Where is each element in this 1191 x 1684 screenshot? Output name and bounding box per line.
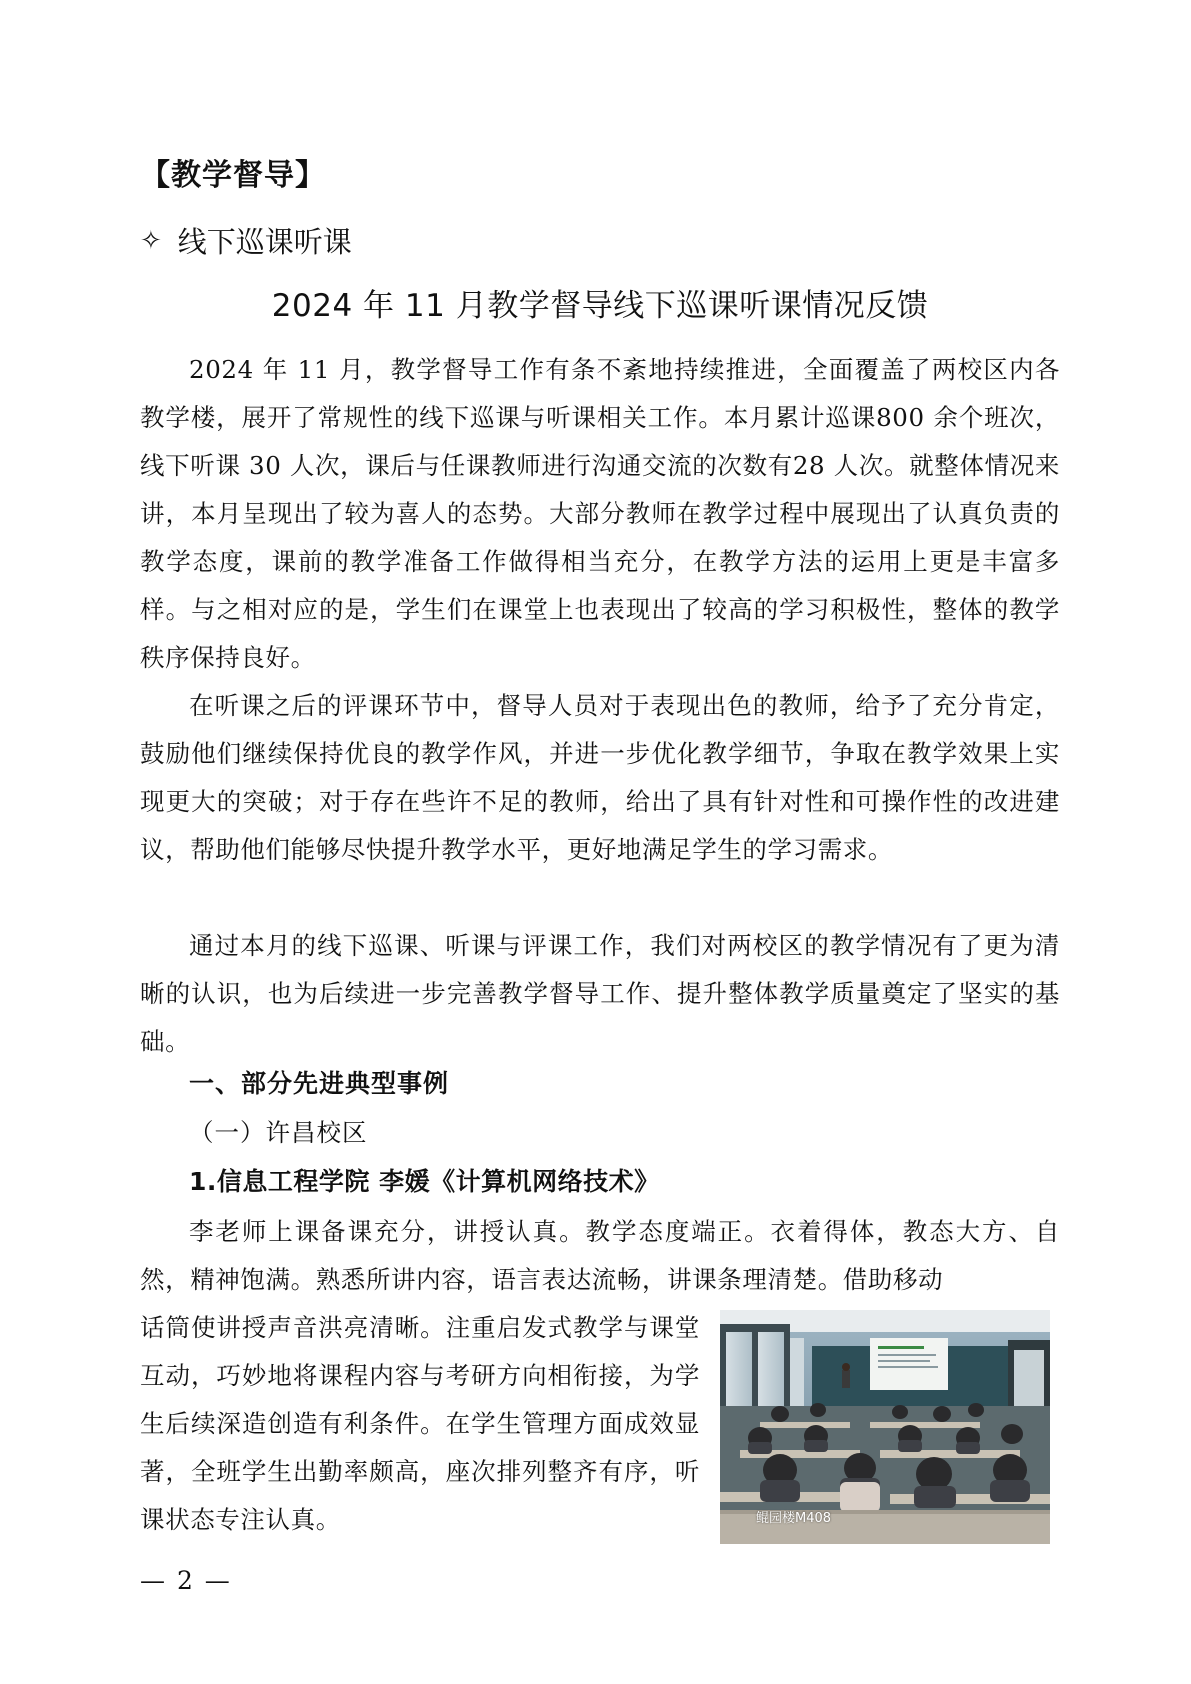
case-paragraph-intro: 李老师上课备课充分，讲授认真。教学态度端正。衣着得体，教态大方、自然，精神饱满。熟悉所讲内容，语言表达流畅，讲课条理清楚。借助移动 xyxy=(140,1217,1060,1294)
page-number: — 2 — xyxy=(140,1566,232,1595)
subsection-heading xyxy=(140,220,352,261)
classroom-photo xyxy=(720,1310,1050,1544)
subsection-title: 线下巡课听课 xyxy=(177,225,352,259)
paragraph-evaluation: 在听课之后的评课环节中，督导人员对于表现出色的教师，给予了充分肯定，鼓励他们继续保持优良的教学作风，并进一步优化教学细节，争取在教学效果上实现更大的突破；对于存在些许不足的教师，给出了具有针对性和可操作性的改进建议，帮助他们能够尽快提升教学水平，更好地满足学生的学习需求。 xyxy=(140,691,1060,864)
paragraph-overview: 2024 年 11 月，教学督导工作有条不紊地持续推进，全面覆盖了两校区内各教学楼，展开了常规性的线下巡课与听课相关工作。本月累计巡课800 余个班次，线下听课 30 人次，课后与任课教师进行沟通交流的次数有28 人次。就整体情况来讲，本月呈现出了较为喜人的态势。大部分教师在教学过程中展现出了认真负责的教学态度，课前的教学准备工作做得相当充分，在教学方法的运用上更是丰富多样。与之相对应的是，学生们在课堂上也表现出了较高的学习积极性，整体的教学秩序保持良好。 xyxy=(140,355,1060,672)
section-tag: 【教学督导】 xyxy=(140,158,326,193)
case-paragraph-wrapped: 话筒使讲授声音洪亮清晰。注重启发式教学与课堂互动，巧妙地将课程内容与考研方向相衔接，为学生后续深造创造有利条件。在学生管理方面成效显著，全班学生出勤率颇高，座次排列整齐有序，听课状态专注认真。 xyxy=(140,1313,700,1534)
case-title: 1.信息工程学院 李媛《计算机网络技术》 xyxy=(189,1167,660,1196)
photo-caption: 鲲园楼M408 xyxy=(756,1511,832,1526)
heading-level1: 一、部分先进典型事例 xyxy=(189,1069,450,1098)
sparkle-icon: ✧ xyxy=(140,225,162,256)
paragraph-summary: 通过本月的线下巡课、听课与评课工作，我们对两校区的教学情况有了更为清晰的认识，也为后续进一步完善教学督导工作、提升整体教学质量奠定了坚实的基础。 xyxy=(140,931,1060,1056)
heading-level2: （一）许昌校区 xyxy=(189,1118,368,1147)
document-title: 2024 年 11 月教学督导线下巡课听课情况反馈 xyxy=(271,288,929,324)
